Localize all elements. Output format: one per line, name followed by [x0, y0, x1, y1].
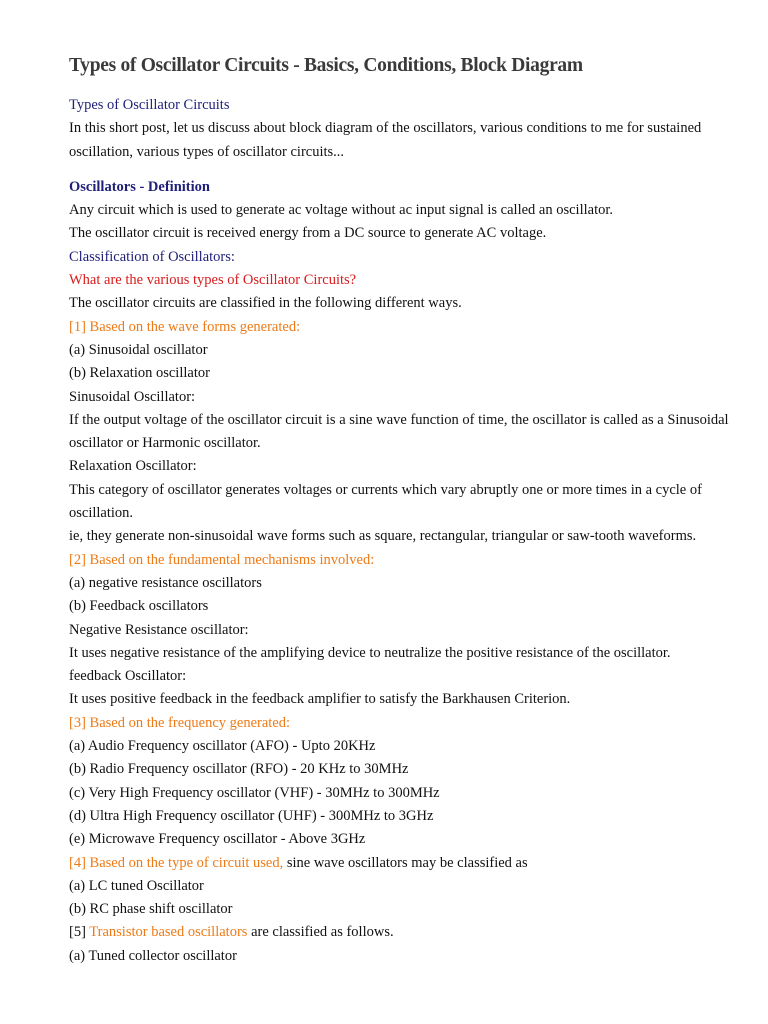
- document-page: [69, 52, 739, 968]
- definition-heading: Oscillators - Definition: [69, 178, 210, 195]
- section-2-heading: [2] Based on the fundamental mechanisms involved:: [69, 551, 375, 568]
- section-3-item: (b) Radio Frequency oscillator (RFO) - 20 KHz to 30MHz: [69, 761, 409, 778]
- section-1-heading: [1] Based on the wave forms generated:: [69, 318, 301, 335]
- definition-line-1: Any circuit which is used to generate ac voltage without ac input signal is called an oscillator.: [69, 202, 613, 219]
- classification-question: What are the various types of Oscillator Circuits?: [69, 272, 357, 289]
- section-5-item: (a) Tuned collector oscillator: [69, 947, 237, 964]
- section-4-item: (b) RC phase shift oscillator: [69, 901, 233, 918]
- classification-heading: Classification of Oscillators:: [69, 248, 235, 265]
- section-4-item: (a) LC tuned Oscillator: [69, 877, 204, 894]
- section-3-item: (e) Microwave Frequency oscillator - Above 3GHz: [69, 831, 366, 848]
- section-2-item: (b) Feedback oscillators: [69, 598, 209, 615]
- section-5-heading-rest: are classified as follows.: [247, 924, 394, 941]
- negative-resistance-title: Negative Resistance oscillator:: [69, 621, 249, 638]
- section-2-item: (a) negative resistance oscillators: [69, 574, 262, 591]
- section-5-heading-line: [69, 921, 739, 944]
- feedback-title: feedback Oscillator:: [69, 668, 187, 685]
- section-5-prefix: [5]: [69, 924, 90, 941]
- sinusoidal-text: If the output voltage of the oscillator circuit is a sine wave function of time, the oscillator is called as a Sinusoidal oscillator or Harmonic oscillator.: [69, 411, 729, 452]
- relaxation-text-2: ie, they generate non-sinusoidal wave forms such as square, rectangular, triangular or saw-tooth waveforms.: [69, 528, 697, 545]
- section-3-item: (a) Audio Frequency oscillator (AFO) - Upto 20KHz: [69, 738, 376, 755]
- section-3-item: (d) Ultra High Frequency oscillator (UHF) - 300MHz to 3GHz: [69, 807, 434, 824]
- spacer: [69, 164, 739, 176]
- sinusoidal-title: Sinusoidal Oscillator:: [69, 388, 196, 405]
- section-3-item: (c) Very High Frequency oscillator (VHF) - 30MHz to 300MHz: [69, 784, 440, 801]
- intro-link[interactable]: Types of Oscillator Circuits: [69, 97, 230, 113]
- classification-intro: The oscillator circuits are classified in the following different ways.: [69, 295, 462, 312]
- section-4-heading: [4] Based on the type of circuit used,: [69, 854, 284, 871]
- feedback-text: It uses positive feedback in the feedback amplifier to satisfy the Barkhausen Criterion.: [69, 691, 571, 708]
- definition-line-2: The oscillator circuit is received energy from a DC source to generate AC voltage.: [69, 225, 547, 242]
- section-5-heading: Transistor based oscillators: [89, 924, 248, 941]
- section-3-heading: [3] Based on the frequency generated:: [69, 714, 291, 731]
- section-1-item: (a) Sinusoidal oscillator: [69, 341, 208, 358]
- negative-resistance-text: It uses negative resistance of the amplifying device to neutralize the positive resistance of the oscillator.: [69, 644, 671, 661]
- section-4-heading-line: [69, 852, 739, 875]
- intro-text: In this short post, let us discuss about block diagram of the oscillators, various conditions to me for sustained oscillation, various types of oscillator circuits...: [69, 120, 702, 160]
- section-1-item: (b) Relaxation oscillator: [69, 365, 210, 382]
- relaxation-title: Relaxation Oscillator:: [69, 458, 197, 475]
- section-4-heading-rest: sine wave oscillators may be classified as: [283, 854, 528, 871]
- relaxation-text: This category of oscillator generates voltages or currents which vary abruptly one or more times in a cycle of oscillation.: [69, 481, 702, 522]
- page-title: Types of Oscillator Circuits - Basics, Conditions, Block Diagram: [69, 55, 583, 76]
